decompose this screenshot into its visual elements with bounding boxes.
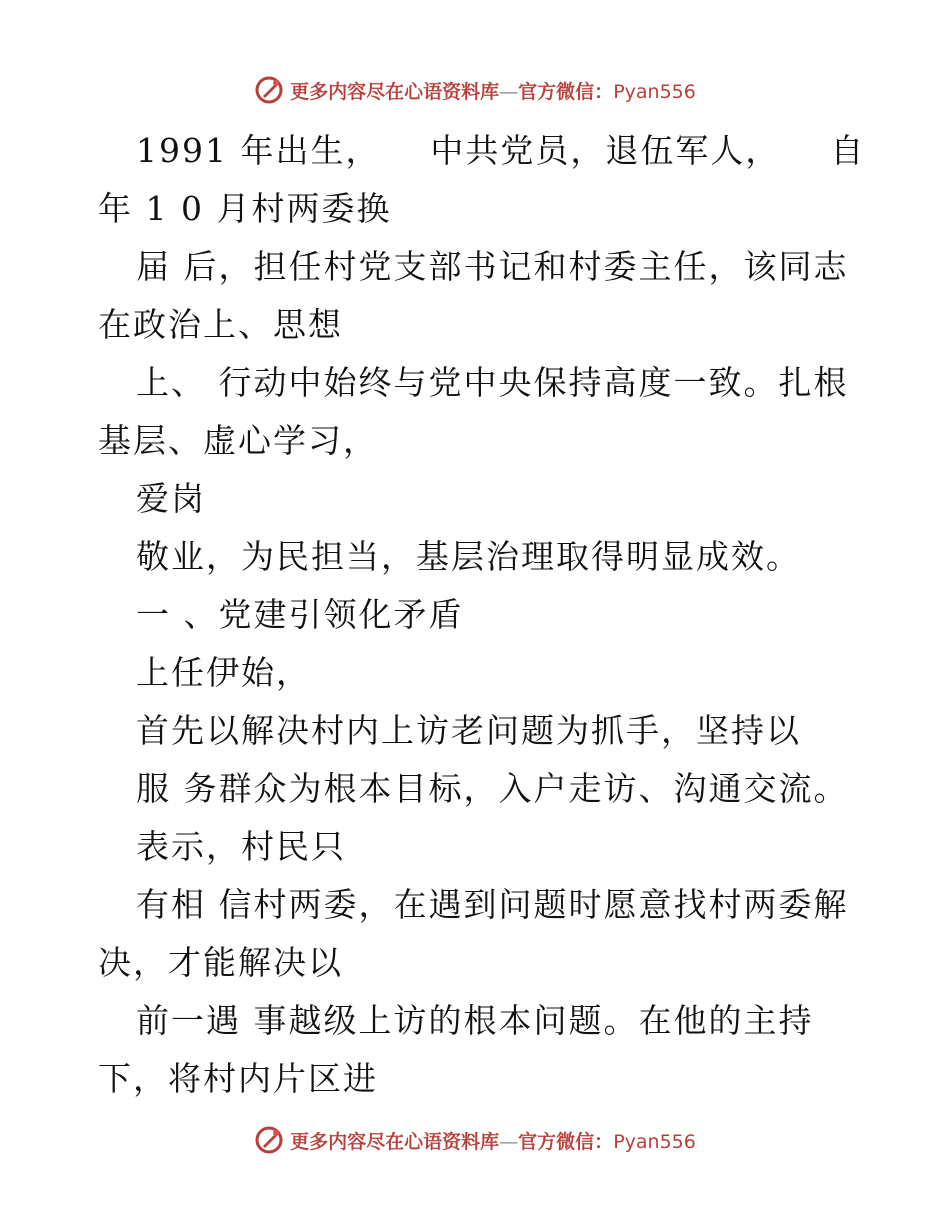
watermark-label: 官方微信： xyxy=(518,80,614,103)
body-line: 年 1 0 月村两委换 xyxy=(98,189,392,228)
body-line: 届 后，担任村党支部书记和村委主任，该同志 xyxy=(136,247,849,286)
body-line: 表示，村民只 xyxy=(136,827,346,866)
body-line: 前一遇 事越级上访的根本问题。在他的主持 xyxy=(136,1001,814,1040)
watermark-separator: — xyxy=(499,80,519,103)
watermark-text xyxy=(290,77,696,104)
body-line: 首先以解决村内上访老问题为抓手，坚持以 xyxy=(136,711,801,750)
watermark-wechat-id: Pyan556 xyxy=(613,80,696,103)
pen-logo-icon xyxy=(254,75,284,105)
body-line: 在政治上、思想 xyxy=(98,305,343,344)
watermark-brand: 更多内容尽在心语资料库 xyxy=(290,80,500,103)
footer-watermark xyxy=(0,1120,950,1160)
watermark-text xyxy=(290,1127,696,1154)
body-line: 上、 行动中始终与党中央保持高度一致。扎根 xyxy=(136,363,849,402)
watermark-separator: — xyxy=(499,1130,519,1153)
body-line: 基层、虚心学习， xyxy=(98,421,378,460)
header-watermark xyxy=(0,70,950,110)
body-line: 服 务群众为根本目标，入户走访、沟通交流。 xyxy=(136,769,849,808)
body-line: 爱岗 xyxy=(136,479,206,518)
body-line: 下，将村内片区进 xyxy=(98,1059,378,1098)
body-line: 有相 信村两委，在遇到问题时愿意找村两委解 xyxy=(136,885,849,924)
section-heading: 一 、党建引领化矛盾 xyxy=(136,595,464,634)
pen-logo-icon xyxy=(254,1125,284,1155)
body-line: 敬业，为民担当，基层治理取得明显成效。 xyxy=(136,537,801,576)
body-line: 决，才能解决以 xyxy=(98,943,343,982)
body-line: 1991 年出生， 中共党员，退伍军人， 自 xyxy=(136,131,866,170)
document-body xyxy=(98,122,866,1108)
body-line: 上任伊始， xyxy=(136,653,311,692)
watermark-brand: 更多内容尽在心语资料库 xyxy=(290,1130,500,1153)
watermark-label: 官方微信： xyxy=(518,1130,614,1153)
watermark-wechat-id: Pyan556 xyxy=(613,1130,696,1153)
